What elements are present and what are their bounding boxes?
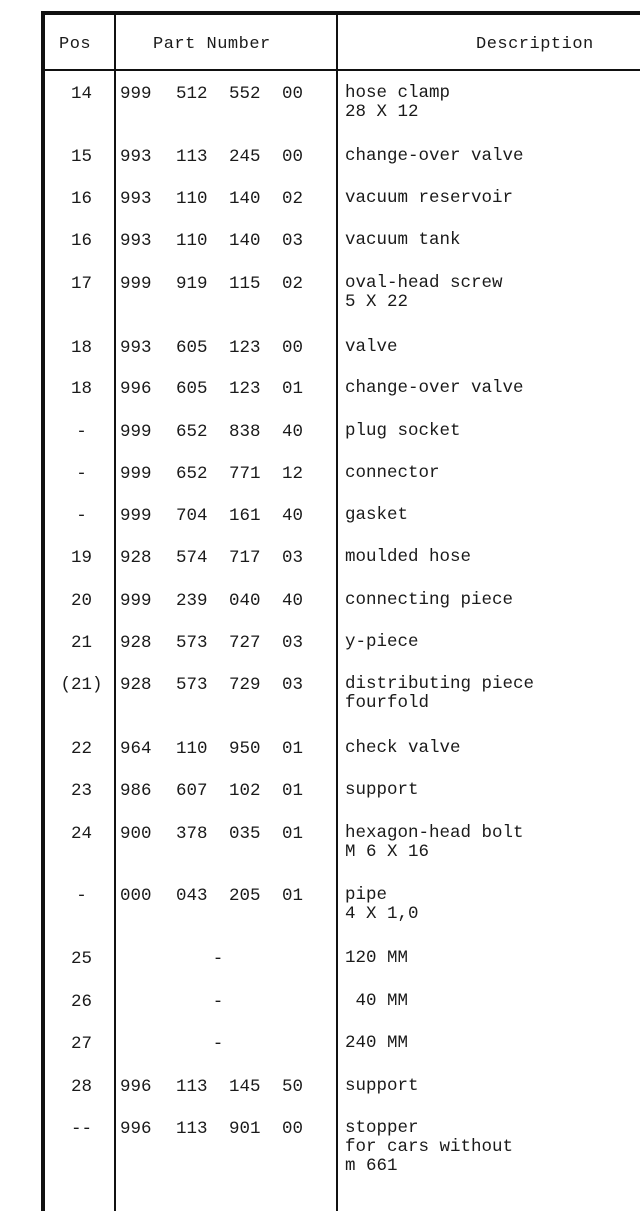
description-line: for cars without — [345, 1137, 514, 1157]
description-line: gasket — [345, 505, 409, 525]
part-number-group: 00 — [282, 84, 304, 104]
part-number-group: 115 — [229, 274, 261, 294]
description-line: vacuum reservoir — [345, 188, 514, 208]
part-number-group: 205 — [229, 886, 261, 906]
part-number-group: 964 — [120, 739, 152, 759]
part-number-group: 996 — [120, 1077, 152, 1097]
part-number-group: 03 — [282, 675, 304, 695]
row-description — [345, 591, 640, 610]
row-description — [345, 781, 640, 800]
part-number-group: 145 — [229, 1077, 261, 1097]
row-description — [345, 231, 640, 250]
description-line: y-piece — [345, 632, 419, 652]
row-description — [345, 379, 640, 398]
row-pos: 14 — [70, 84, 92, 104]
part-number-group: 01 — [282, 379, 304, 399]
part-number-group: 01 — [282, 824, 304, 844]
part-number-group: 000 — [120, 886, 152, 906]
part-number-group: 140 — [229, 189, 261, 209]
part-number-group: 999 — [120, 274, 152, 294]
part-number-group: 993 — [120, 231, 152, 251]
part-number-group: 110 — [176, 189, 208, 209]
part-number-group: 239 — [176, 591, 208, 611]
row-description — [345, 886, 640, 924]
row-description — [345, 824, 640, 862]
part-number-group: 986 — [120, 781, 152, 801]
part-number-group: 652 — [176, 464, 208, 484]
description-line: 120 MM — [345, 948, 409, 968]
row-pos: 28 — [70, 1077, 92, 1097]
row-pos: 19 — [70, 548, 92, 568]
description-line: plug socket — [345, 421, 461, 441]
part-number-group: 727 — [229, 633, 261, 653]
part-number-group: 900 — [120, 824, 152, 844]
part-number-group: 03 — [282, 231, 304, 251]
row-pos: 18 — [70, 338, 92, 358]
part-number-group: 40 — [282, 422, 304, 442]
description-line: change-over valve — [345, 146, 524, 166]
part-number-group: 928 — [120, 675, 152, 695]
part-number-group: 110 — [176, 739, 208, 759]
row-description — [345, 675, 640, 713]
part-number-group: 102 — [229, 781, 261, 801]
description-line: 40 MM — [345, 991, 409, 1011]
part-number-group: 993 — [120, 189, 152, 209]
row-description — [345, 548, 640, 567]
row-description — [345, 739, 640, 758]
header-pos: Pos — [59, 35, 92, 54]
part-number-group: 838 — [229, 422, 261, 442]
row-description — [345, 992, 640, 1011]
part-number-group: 113 — [176, 1077, 208, 1097]
part-number-group: 999 — [120, 591, 152, 611]
description-line: support — [345, 780, 419, 800]
row-pos: 16 — [70, 231, 92, 251]
header-part-number: Part Number — [153, 35, 271, 54]
part-number-group: 378 — [176, 824, 208, 844]
part-number-group: 512 — [176, 84, 208, 104]
description-line: 28 X 12 — [345, 102, 419, 122]
part-number-group: 00 — [282, 147, 304, 167]
description-line: oval-head screw — [345, 273, 503, 293]
row-description — [345, 422, 640, 441]
part-number-group: 704 — [176, 506, 208, 526]
row-pos: 15 — [70, 147, 92, 167]
row-pos: 23 — [70, 781, 92, 801]
part-number-group: 901 — [229, 1119, 261, 1139]
part-number-group: 161 — [229, 506, 261, 526]
part-number-group: 928 — [120, 633, 152, 653]
part-number-dash: - — [212, 1034, 224, 1054]
row-pos: 22 — [70, 739, 92, 759]
part-number-group: 605 — [176, 338, 208, 358]
row-description — [345, 1119, 640, 1176]
part-number-group: 040 — [229, 591, 261, 611]
part-number-group: 552 — [229, 84, 261, 104]
part-number-group: 035 — [229, 824, 261, 844]
part-number-group: 993 — [120, 338, 152, 358]
part-number-group: 113 — [176, 147, 208, 167]
row-description — [345, 506, 640, 525]
part-number-group: 123 — [229, 338, 261, 358]
part-number-group: 00 — [282, 1119, 304, 1139]
parts-table — [41, 11, 640, 1211]
part-number-group: 999 — [120, 506, 152, 526]
row-pos: -- — [70, 1119, 92, 1139]
description-line: 5 X 22 — [345, 292, 409, 312]
part-number-group: 50 — [282, 1077, 304, 1097]
row-pos: - — [76, 506, 87, 526]
part-number-group: 607 — [176, 781, 208, 801]
row-description — [345, 189, 640, 208]
description-line: connecting piece — [345, 590, 514, 610]
row-description — [345, 633, 640, 652]
part-number-group: 043 — [176, 886, 208, 906]
description-line: vacuum tank — [345, 230, 461, 250]
part-number-group: 993 — [120, 147, 152, 167]
column-divider-part — [336, 15, 338, 1211]
description-line: M 6 X 16 — [345, 842, 430, 862]
row-pos: 25 — [70, 949, 92, 969]
part-number-group: 950 — [229, 739, 261, 759]
part-number-group: 996 — [120, 1119, 152, 1139]
description-line: 240 MM — [345, 1033, 409, 1053]
row-pos: - — [76, 886, 87, 906]
row-description — [345, 1077, 640, 1096]
description-line: moulded hose — [345, 547, 472, 567]
part-number-group: 729 — [229, 675, 261, 695]
row-pos: 24 — [70, 824, 92, 844]
description-line: m 661 — [345, 1156, 398, 1176]
row-description — [345, 1034, 640, 1053]
part-number-dash: - — [212, 949, 224, 969]
row-pos: 20 — [70, 591, 92, 611]
row-description — [345, 949, 640, 968]
header-description: Description — [476, 35, 594, 54]
table-header — [45, 15, 640, 71]
part-number-group: 652 — [176, 422, 208, 442]
part-number-group: 01 — [282, 739, 304, 759]
part-number-group: 999 — [120, 84, 152, 104]
row-description — [345, 338, 640, 357]
part-number-group: 110 — [176, 231, 208, 251]
part-number-group: 40 — [282, 591, 304, 611]
part-number-group: 771 — [229, 464, 261, 484]
part-number-group: 40 — [282, 506, 304, 526]
description-line: distributing piece — [345, 674, 535, 694]
description-line: stopper — [345, 1118, 419, 1138]
part-number-group: 919 — [176, 274, 208, 294]
row-pos: - — [76, 422, 87, 442]
row-pos: 27 — [70, 1034, 92, 1054]
part-number-group: 996 — [120, 379, 152, 399]
row-pos: 16 — [70, 189, 92, 209]
description-line: check valve — [345, 738, 461, 758]
description-line: change-over valve — [345, 378, 524, 398]
description-line: 4 X 1,0 — [345, 904, 419, 924]
row-pos: 21 — [70, 633, 92, 653]
description-line: connector — [345, 463, 440, 483]
part-number-group: 113 — [176, 1119, 208, 1139]
row-pos: 17 — [70, 274, 92, 294]
part-number-group: 01 — [282, 781, 304, 801]
part-number-group: 140 — [229, 231, 261, 251]
part-number-group: 12 — [282, 464, 304, 484]
part-number-group: 573 — [176, 675, 208, 695]
part-number-group: 605 — [176, 379, 208, 399]
part-number-group: 01 — [282, 886, 304, 906]
description-line: hose clamp — [345, 83, 451, 103]
part-number-group: 03 — [282, 548, 304, 568]
description-line: valve — [345, 337, 398, 357]
part-number-group: 123 — [229, 379, 261, 399]
row-description — [345, 464, 640, 483]
row-pos: - — [76, 464, 87, 484]
row-description — [345, 147, 640, 166]
row-description — [345, 84, 640, 122]
description-line: hexagon-head bolt — [345, 823, 524, 843]
part-number-group: 245 — [229, 147, 261, 167]
row-pos: (21) — [60, 675, 103, 695]
part-number-group: 03 — [282, 633, 304, 653]
part-number-group: 999 — [120, 464, 152, 484]
part-number-group: 928 — [120, 548, 152, 568]
description-line: pipe — [345, 885, 388, 905]
row-pos: 18 — [70, 379, 92, 399]
part-number-group: 574 — [176, 548, 208, 568]
part-number-group: 02 — [282, 274, 304, 294]
part-number-group: 999 — [120, 422, 152, 442]
part-number-dash: - — [212, 992, 224, 1012]
part-number-group: 717 — [229, 548, 261, 568]
row-pos: 26 — [70, 992, 92, 1012]
row-description — [345, 274, 640, 312]
part-number-group: 573 — [176, 633, 208, 653]
description-line: fourfold — [345, 693, 430, 713]
part-number-group: 00 — [282, 338, 304, 358]
description-line: support — [345, 1076, 419, 1096]
part-number-group: 02 — [282, 189, 304, 209]
